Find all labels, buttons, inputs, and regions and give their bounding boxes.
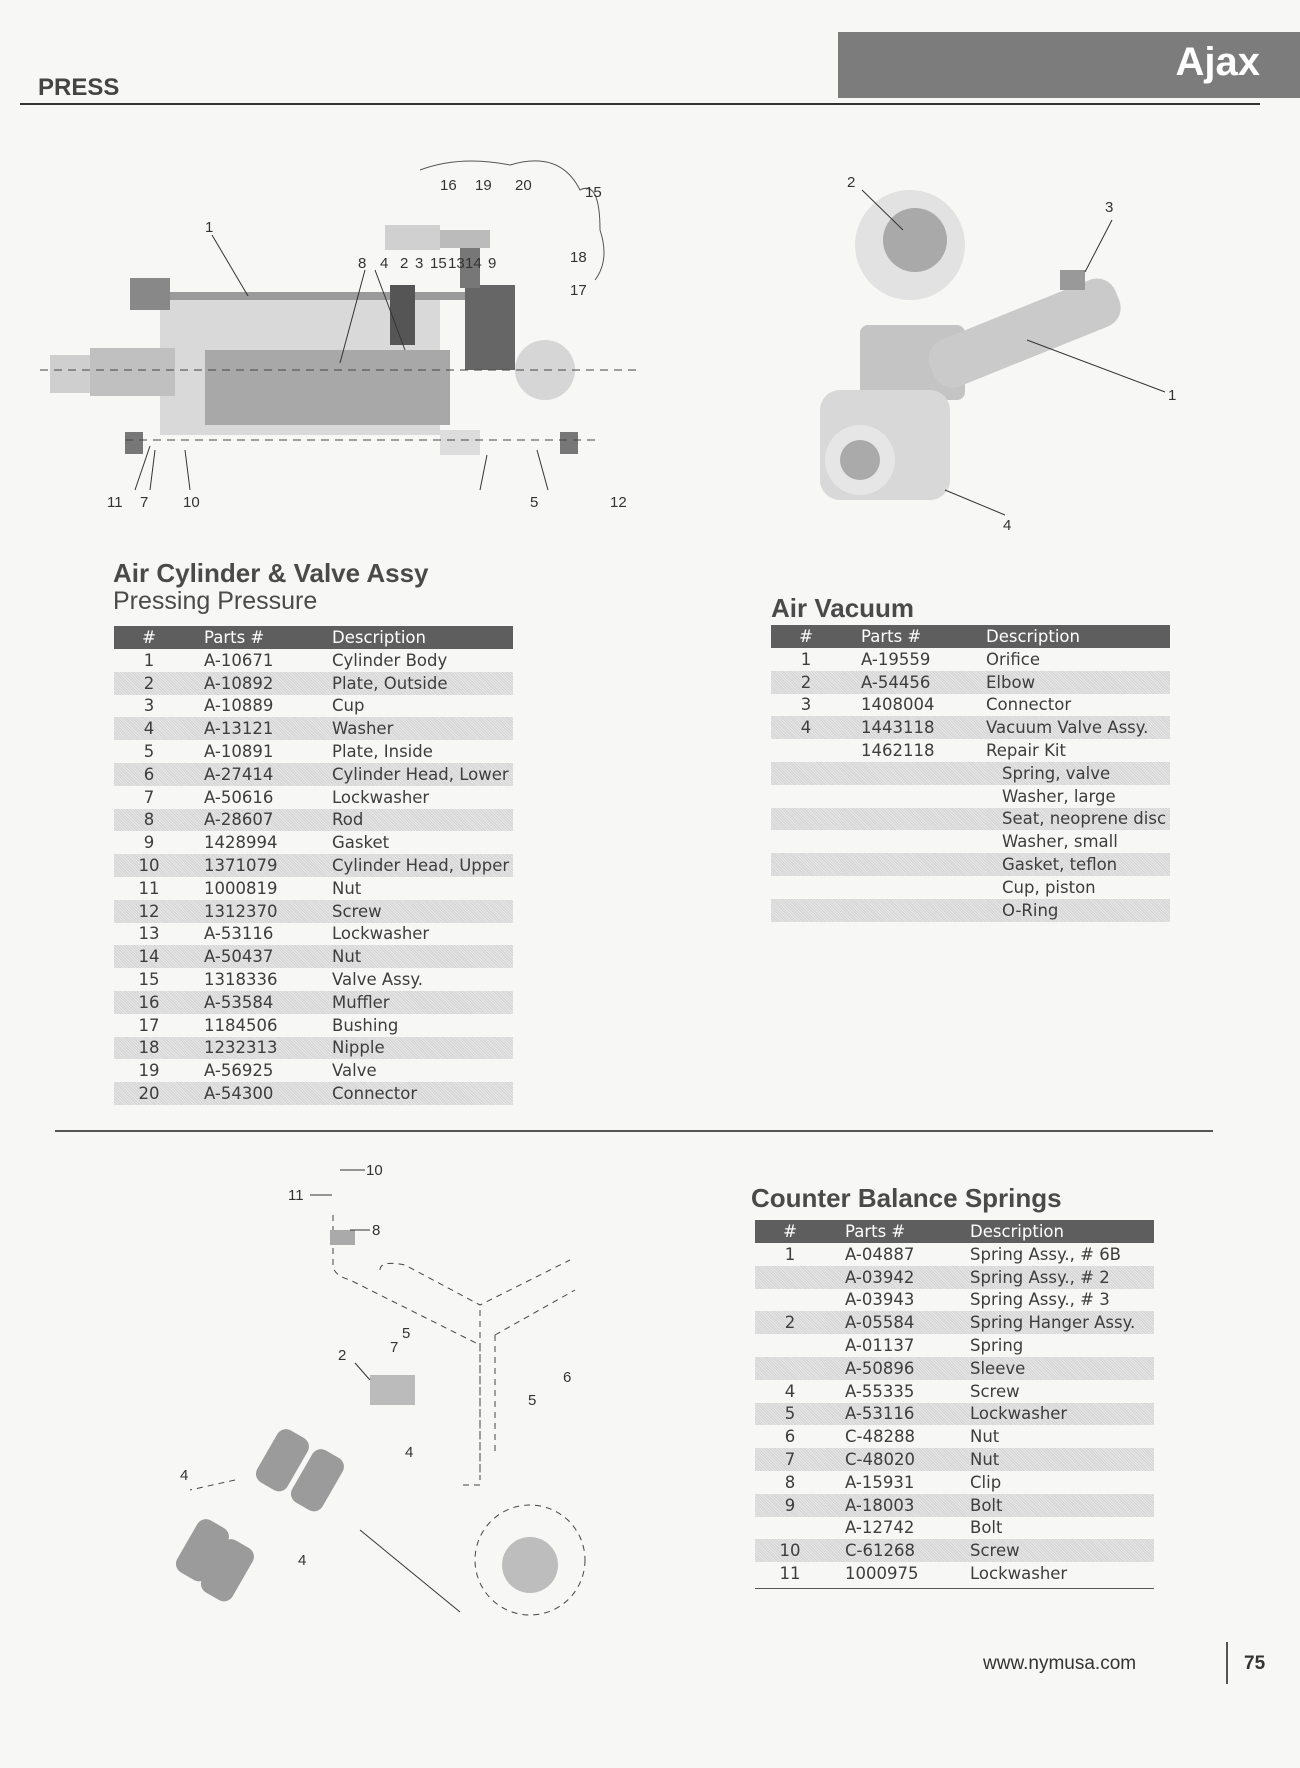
cell-desc: Rod [332,809,513,832]
table-row [755,1517,1154,1540]
table-row [771,694,1170,717]
cell-num: 11 [138,878,160,898]
callout-16: 16 [440,177,457,194]
cell-part: A-19559 [861,649,931,669]
counter-balance-title: Counter Balance Springs [751,1183,1062,1213]
cell-desc: Orifice [986,649,1040,669]
cell-desc: Screw [970,1539,1154,1562]
table-row [114,1059,513,1082]
counter-balance-diagram [150,1150,600,1630]
cell-part: A-13121 [184,717,332,740]
callout-4: 4 [380,255,389,272]
cell-part: A-10671 [204,650,274,670]
table-row [755,1403,1154,1426]
cell-num [771,899,841,922]
cell-part: 1318336 [204,970,278,990]
cell-num: 15 [138,970,160,990]
cell-part: 1000819 [204,878,278,898]
cell-num: 4 [784,1381,796,1401]
cell-desc: Clip [970,1472,1002,1492]
callout-6: 6 [563,1369,572,1386]
cell-part [841,830,986,853]
table-row [114,945,513,968]
callout-4c: 4 [298,1552,307,1569]
col-num: # [114,626,184,649]
cell-desc: Nut [332,945,513,968]
cell-num: 6 [784,1427,796,1447]
cell-desc: Lockwasher [970,1403,1154,1426]
cell-desc: Cylinder Body [332,650,448,670]
cell-part [841,762,986,785]
table-row [114,991,513,1014]
air-vacuum-parts-table [771,625,1170,922]
cell-desc: Spring Hanger Assy. [970,1311,1154,1334]
cell-desc: Lockwasher [970,1564,1068,1584]
cell-num: 19 [138,1061,160,1081]
callout-8: 8 [358,255,367,272]
cell-desc: Nut [332,878,362,898]
col-part: Parts # [825,1220,970,1243]
cell-num: 2 [771,671,841,694]
cell-desc: Screw [970,1381,1020,1401]
cell-part [841,853,986,876]
cell-part: A-12742 [845,1518,915,1538]
table-row [755,1448,1154,1471]
cell-part: C-48288 [845,1427,915,1447]
callout-7: 7 [390,1339,399,1356]
cell-desc: Washer, large [1002,786,1116,806]
footer-divider [1226,1642,1228,1684]
cell-desc: Elbow [986,671,1170,694]
callout-8: 8 [372,1222,381,1239]
cell-part: 1428994 [204,833,278,853]
page-number: 75 [1244,1653,1266,1674]
callout-7: 7 [140,494,149,511]
table-row [114,695,513,718]
cell-num [755,1289,825,1312]
cell-part: C-48020 [825,1448,970,1471]
table-row [755,1311,1154,1334]
cell-part: A-50616 [204,787,274,807]
callout-2: 2 [338,1347,347,1364]
cell-desc: Screw [332,900,513,923]
table-row [755,1266,1154,1289]
cell-part: A-03943 [845,1290,915,1310]
cell-num: 3 [143,696,155,716]
cell-part: A-10892 [184,672,332,695]
cell-part: 1371079 [184,854,332,877]
cell-num: 8 [784,1472,796,1492]
table-row [114,923,513,946]
table-row [755,1357,1154,1380]
cell-num: 3 [800,695,812,715]
col-part: Parts # [184,626,332,649]
callout-20: 20 [515,177,532,194]
callout-11: 11 [107,494,123,511]
cell-num [771,876,841,899]
table-row [114,877,513,900]
cell-num: 10 [114,854,184,877]
cell-num: 12 [114,900,184,923]
cell-part: C-61268 [825,1539,970,1562]
cell-num: 8 [114,809,184,832]
cell-part: A-55335 [845,1381,915,1401]
callout-10: 10 [366,1162,383,1179]
cell-part: A-10891 [204,742,274,762]
callout-3: 3 [1105,199,1114,216]
cell-part: A-50437 [184,945,332,968]
cell-part: 1184506 [204,1015,278,1035]
cell-num: 16 [114,991,184,1014]
air-vacuum-diagram [800,160,1200,550]
cell-num: 7 [755,1448,825,1471]
cell-desc: Valve Assy. [332,970,423,990]
cell-part: A-53116 [204,924,274,944]
cell-desc: Cylinder Head, Upper [332,854,513,877]
cell-desc: Bolt [970,1518,1003,1538]
table-row [755,1494,1154,1517]
table-row [114,831,513,854]
table-row [755,1289,1154,1312]
cell-part [841,876,986,899]
cell-desc: Spring, valve [986,762,1170,785]
table-row [755,1471,1154,1494]
col-desc: Description [970,1220,1154,1243]
table-row [114,1037,513,1060]
table-row [771,808,1170,831]
cell-num: 5 [143,742,155,762]
table-row [771,853,1170,876]
col-num: # [771,625,841,648]
cell-part: A-54300 [184,1082,332,1105]
table-row [771,762,1170,785]
cell-part: A-54456 [841,671,986,694]
cell-num: 17 [138,1015,160,1035]
cell-num [771,762,841,785]
cell-desc: Connector [332,1082,513,1105]
table-row [755,1562,1154,1585]
cell-part [841,785,986,808]
brand-banner [838,32,1300,98]
brand-name: Ajax [1175,40,1260,84]
counter-balance-parts-table [755,1220,1154,1585]
callout-5b: 5 [528,1392,537,1409]
table-row [114,900,513,923]
callout-19: 19 [475,177,492,194]
cell-desc: Vacuum Valve Assy. [986,716,1170,739]
cell-desc: Nipple [332,1037,513,1060]
cell-desc: Plate, Outside [332,672,513,695]
callout-15b: 15 [430,255,447,272]
cell-desc: Seat, neoprene disc [986,808,1170,831]
cell-part: A-53584 [184,991,332,1014]
cell-desc: Bolt [970,1494,1154,1517]
callout-4b: 4 [180,1467,189,1484]
cell-part: A-28607 [184,809,332,832]
table-row [114,717,513,740]
cell-num: 1 [784,1244,796,1264]
table-row [114,763,513,786]
cell-num: 5 [755,1403,825,1426]
callout-1: 1 [205,219,214,236]
callout-18: 18 [570,249,587,266]
callout-4a: 4 [405,1444,414,1461]
callout-5: 5 [402,1325,411,1342]
cell-num: 18 [114,1037,184,1060]
cell-num [771,739,841,762]
cylinder-drawing [50,225,578,455]
callout-1: 1 [1168,387,1177,404]
callout-14: 14 [465,255,482,272]
cell-desc: Cup [332,696,365,716]
col-desc: Description [986,625,1170,648]
cell-num: 6 [114,763,184,786]
cell-num [755,1334,825,1357]
callout-13: 13 [448,255,465,272]
cell-num: 7 [143,787,155,807]
table-row [771,830,1170,853]
callout-15: 15 [585,184,602,201]
callout-4: 4 [1003,517,1012,534]
callout-11: 11 [288,1187,304,1204]
air-cylinder-parts-table [114,626,513,1105]
header-divider [20,103,1260,105]
cell-num: 9 [143,833,155,853]
footer-url[interactable]: www.nymusa.com [983,1653,1137,1674]
cell-part: A-18003 [825,1494,970,1517]
cell-num: 2 [755,1311,825,1334]
table-row [771,876,1170,899]
cell-desc: Plate, Inside [332,742,433,762]
cell-part: A-01137 [845,1336,915,1356]
table-row [114,649,513,672]
callout-9: 9 [488,255,497,272]
cell-desc: Gasket, teflon [986,853,1170,876]
cell-num: 1 [143,650,155,670]
cell-desc: Spring [970,1336,1024,1356]
cell-num: 9 [755,1494,825,1517]
cell-desc: Washer [332,717,513,740]
cell-desc: Nut [970,1448,1154,1471]
table-row [755,1380,1154,1403]
table-row [771,648,1170,671]
cell-desc: Cup, piston [1002,877,1096,897]
cell-num: 13 [138,924,160,944]
air-cylinder-diagram [40,150,680,530]
col-desc: Description [332,626,513,649]
cell-part: A-04887 [845,1244,915,1264]
cell-part: A-15931 [845,1472,915,1492]
table-row [114,968,513,991]
table-row [114,740,513,763]
cell-part: 1232313 [184,1037,332,1060]
cell-desc: Sleeve [970,1357,1154,1380]
cell-num: 14 [114,945,184,968]
table-row [755,1334,1154,1357]
cell-num: 4 [771,716,841,739]
air-cylinder-subtitle: Pressing Pressure [113,587,318,615]
cell-desc: Lockwasher [332,787,430,807]
cell-num: 11 [779,1564,801,1584]
cell-num: 1 [800,649,812,669]
cell-desc: Gasket [332,833,390,853]
cell-part: 1462118 [861,741,935,761]
cell-part: A-27414 [184,763,332,786]
cell-part: A-53116 [825,1403,970,1426]
cell-part: 1312370 [184,900,332,923]
cell-desc: Spring Assy., # 6B [970,1244,1122,1264]
section-label: PRESS [38,74,120,101]
cell-num: 2 [114,672,184,695]
cell-part: A-05584 [825,1311,970,1334]
table-row [755,1243,1154,1266]
col-part: Parts # [841,625,986,648]
table-row [771,739,1170,762]
cell-num [755,1357,825,1380]
cell-desc: Lockwasher [332,924,430,944]
cell-num: 4 [114,717,184,740]
cell-desc: Spring Assy., # 2 [970,1266,1154,1289]
table-row [114,786,513,809]
cell-part [841,899,986,922]
table-row [114,1014,513,1037]
cell-num [771,785,841,808]
callout-12: 12 [610,494,627,511]
table-row [771,716,1170,739]
cell-desc: Repair Kit [986,741,1066,761]
cell-part: A-10889 [204,696,274,716]
cell-num: 10 [755,1539,825,1562]
cell-desc: Cylinder Head, Lower [332,763,513,786]
cell-desc: Bushing [332,1015,399,1035]
cell-desc: Washer, small [1002,832,1118,852]
cell-part: A-50896 [825,1357,970,1380]
cell-desc: Nut [970,1427,1000,1447]
cell-part [841,808,986,831]
callout-5: 5 [530,494,539,511]
cell-num [771,830,841,853]
table-bottom-rule [755,1588,1154,1589]
cell-num [755,1266,825,1289]
cell-desc: Valve [332,1061,377,1081]
cell-num [771,853,841,876]
callout-2: 2 [847,174,856,191]
cell-desc: Connector [986,695,1072,715]
cell-part: 1408004 [861,695,935,715]
cell-part: A-03942 [825,1266,970,1289]
callout-2: 2 [400,255,409,272]
callout-10: 10 [183,494,200,511]
table-row [771,899,1170,922]
table-row [114,1082,513,1105]
table-row [114,672,513,695]
callout-17: 17 [570,282,587,299]
table-row [755,1539,1154,1562]
table-row [771,671,1170,694]
cell-part: 1000975 [845,1564,919,1584]
air-cylinder-title: Air Cylinder & Valve Assy [113,558,429,588]
cell-part: A-56925 [204,1061,274,1081]
table-row [114,854,513,877]
cell-num: 20 [114,1082,184,1105]
table-row [114,809,513,832]
air-vacuum-title: Air Vacuum [771,593,915,623]
section-divider [55,1130,1213,1132]
callout-3: 3 [415,255,424,272]
cell-desc: Muffler [332,991,513,1014]
cell-desc: O-Ring [986,899,1170,922]
table-row [755,1425,1154,1448]
cell-num [755,1517,825,1540]
table-row [771,785,1170,808]
cell-desc: Spring Assy., # 3 [970,1290,1110,1310]
col-num: # [755,1220,825,1243]
cell-part: 1443118 [841,716,986,739]
cell-num [771,808,841,831]
